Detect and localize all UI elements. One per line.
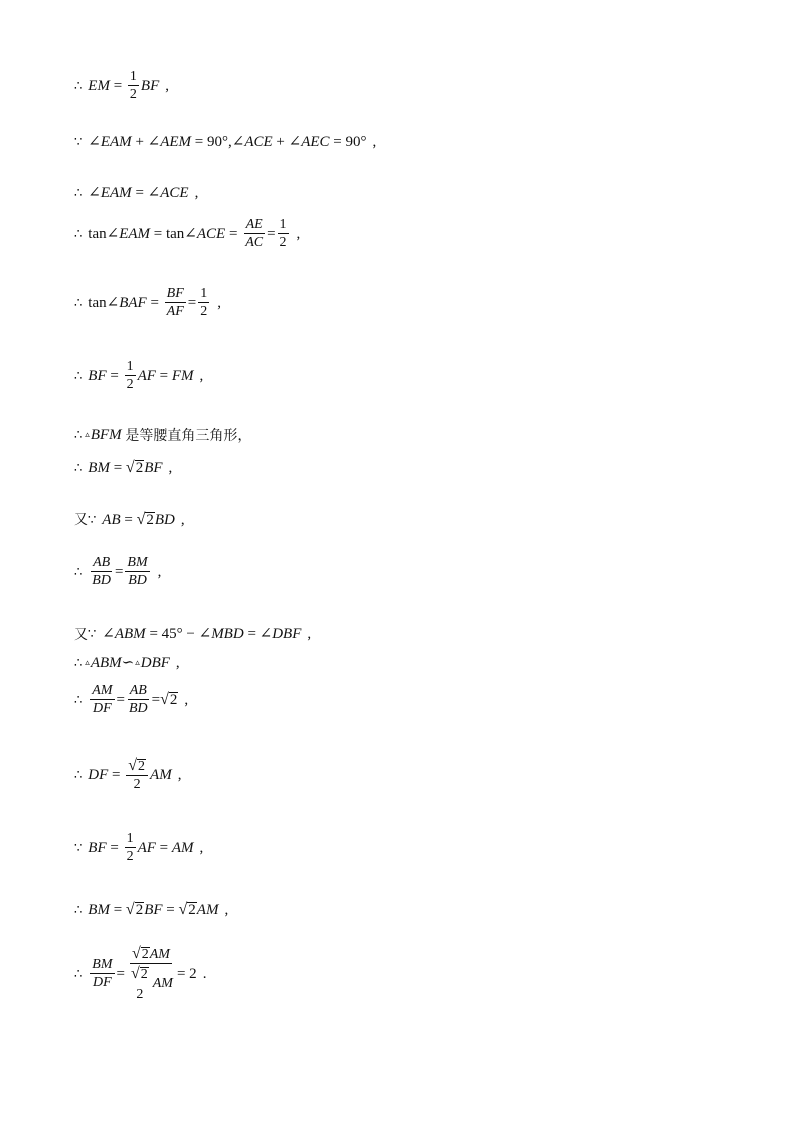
therefore-symbol: ∴ <box>74 767 83 783</box>
proof-line-15: ∵ BF = $\frac{1}{2}$ AF = AM , <box>74 831 204 864</box>
proof-line-5: ∴ tan∠ BAF = $\frac{BF}{AF}$ = $\frac{1}{2}$ , <box>74 286 221 319</box>
proof-line-3: ∴ ∠ EAM = ∠ ACE , <box>74 185 199 201</box>
proof-line-13: ∴ $\frac{AM}{DF}$ = $\frac{AB}{BD}$ = √ 2 , <box>74 683 189 716</box>
proof-line-10: ∴ $\frac{AB}{BD}$ = $\frac{BM}{BD}$ , <box>74 555 162 588</box>
therefore-symbol: ∴ <box>74 692 83 708</box>
therefore-symbol: ∴ <box>74 368 83 384</box>
proof-line-6: ∴ BF = $\frac{1}{2}$ AF = FM , <box>74 359 204 392</box>
proof-line-1: ∴ EM = $\frac{1}{2}$ BF , <box>74 69 169 102</box>
proof-line-16: ∴ BM = √ 2 BF = √ 2 AM , <box>74 901 229 918</box>
also-text: 又 <box>74 626 88 643</box>
proof-line-12: ∴ ▵ ABM ∽ ▵ DBF , <box>74 655 180 671</box>
therefore-symbol: ∴ <box>74 656 83 671</box>
therefore-symbol: ∴ <box>74 295 83 311</box>
because-symbol: ∵ <box>88 512 97 528</box>
therefore-symbol: ∴ <box>74 78 83 94</box>
proof-line-11: 又 ∵ ∠ ABM = 45° − ∠ MBD = ∠ DBF , <box>74 626 312 643</box>
proof-line-4: ∴ tan∠ EAM = tan∠ ACE = $\frac{AE}{AC}$ = $\frac{1}{2}$ , <box>74 217 301 250</box>
therefore-symbol: ∴ <box>74 428 83 443</box>
proof-line-2: ∵ ∠ EAM + ∠ AEM = 90°,∠ ACE + ∠ AEC = 90° , <box>74 134 377 150</box>
therefore-symbol: ∴ <box>74 564 83 580</box>
isosceles-right-triangle-text: 是等腰直角三角形， <box>125 427 252 444</box>
also-text: 又 <box>74 512 88 528</box>
proof-line-8: ∴ BM = √ 2 BF , <box>74 459 173 476</box>
proof-line-17: ∴ $\frac{BM}{DF}$ = √ 2 AM √ 2 2 AM = 2 . <box>74 945 207 1002</box>
because-symbol: ∵ <box>74 840 83 856</box>
therefore-symbol: ∴ <box>74 186 83 201</box>
because-symbol: ∵ <box>74 135 83 150</box>
proof-line-14: ∴ DF = √ 2 2 AM , <box>74 757 182 792</box>
therefore-symbol: ∴ <box>74 966 83 982</box>
proof-line-9: 又 ∵ AB = √ 2 BD , <box>74 511 185 528</box>
because-symbol: ∵ <box>88 627 97 642</box>
proof-line-7: ∴ ▵ BFM 是等腰直角三角形， <box>74 427 252 444</box>
therefore-symbol: ∴ <box>74 902 83 918</box>
therefore-symbol: ∴ <box>74 226 83 242</box>
therefore-symbol: ∴ <box>74 460 83 476</box>
